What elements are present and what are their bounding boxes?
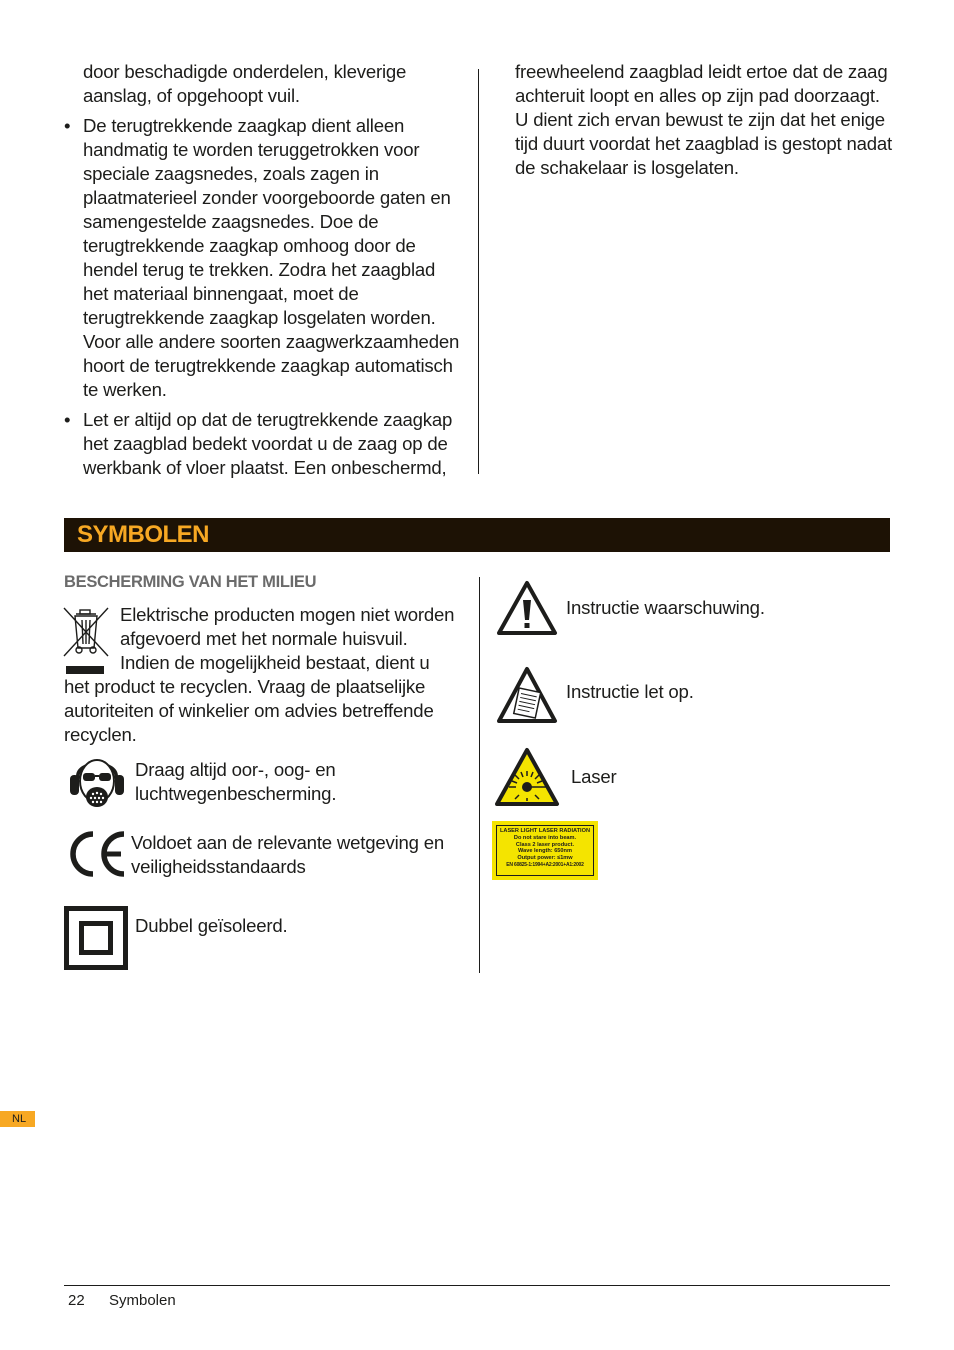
ear-eye-respiratory-protection-icon: [68, 751, 126, 813]
laser-label-inner: [496, 825, 594, 876]
laser-label-line: Wave length: 650nm: [518, 848, 572, 855]
exclamation-triangle-icon: [496, 580, 558, 636]
bullet-text: Let er altijd op dat de terugtrekkende zaagkap het zaagblad bedekt voordat u de zaag op de werkbank of vloer plaatst. Een onbeschermd,: [83, 409, 453, 478]
weee-text-wrapped: Elektrische producten mogen niet worden afgevoerd met het normale huisvuil. Indien de mogelijkheid bestaat, dient u: [120, 604, 455, 673]
warning-text: Instructie waarschuwing.: [566, 597, 765, 618]
laser-label-line: Class 2 laser product.: [515, 841, 575, 848]
laser-label-line: LASER LIGHT LASER RADIATION: [499, 828, 591, 834]
read-manual-triangle-icon: [496, 666, 558, 724]
bullet-dot: •: [64, 115, 71, 136]
footer-section-title: Symbolen: [109, 1292, 176, 1309]
ppe-text: Draag altijd oor-, oog- en luchtwegenbescherming.: [135, 759, 337, 804]
bullet-dot: •: [64, 409, 71, 430]
laser-label-line: Do not stare into beam.: [513, 834, 577, 841]
manual-text: Instructie let op.: [566, 681, 694, 702]
double-square-icon: [64, 906, 128, 970]
symbols-column-divider: [479, 577, 480, 973]
right-text-column: [515, 60, 895, 180]
weee-text-full: het product te recyclen. Vraag de plaatselijke autoriteiten of winkelier om advies betreffende recyclen.: [64, 676, 434, 745]
right-continuation-text: freewheelend zaagblad leidt ertoe dat de zaag achteruit loopt en alles op zijn pad doorzaagt. U dient zich ervan bewust te zijn dat het enige tijd duurt voordat het zaagblad is gestopt nadat de schakelaar is losgelaten.: [515, 61, 893, 178]
language-tab: NL: [0, 1111, 35, 1127]
section-header-bar: [64, 518, 890, 552]
laser-label-line: Output power: ≤1mw: [517, 855, 573, 862]
footer-rule: [64, 1285, 890, 1286]
bullet-text: De terugtrekkende zaagkap dient alleen handmatig te worden teruggetrokken voor speciale zaagsnedes, zoals zagen in plaatmaterieel zonder voorgeboorde gaten en samengestelde zaagsnedes. Doe de terugtrekkende zaagkap omhoog door de hendel terug te trekken. Zodra het zaagblad het materiaal binnengaat, moet de terugtrekkende zaagkap losgelaten worden. Voor alle andere soorten zaagwerkzaamheden hoort de terugtrekkende zaagkap automatisch te werken.: [83, 115, 460, 400]
ce-text: Voldoet aan de relevante wetgeving en veiligheidsstandaards: [131, 832, 445, 877]
laser-radiation-triangle-icon: [494, 747, 560, 807]
section-title: SYMBOLEN: [77, 521, 210, 548]
subheading-environment: BESCHERMING VAN HET MILIEU: [64, 573, 317, 591]
left-text-column: [64, 60, 464, 480]
double-insulated-text: Dubbel geïsoleerd.: [135, 915, 288, 936]
laser-warning-label: [492, 821, 598, 880]
page-number: 22: [68, 1292, 85, 1309]
column-divider: [478, 69, 479, 474]
ce-mark-icon: [66, 830, 128, 878]
bullet-item: [64, 408, 464, 480]
bullet-item: [64, 114, 464, 402]
laser-text: Laser: [571, 766, 617, 787]
crossed-out-wheelie-bin-icon: [62, 606, 110, 678]
laser-label-line: EN 60825-1:1994+A2:2001+A1:2002: [506, 861, 584, 868]
left-continuation-text: door beschadigde onderdelen, kleverige aanslag, of opgehoopt vuil.: [83, 61, 407, 106]
